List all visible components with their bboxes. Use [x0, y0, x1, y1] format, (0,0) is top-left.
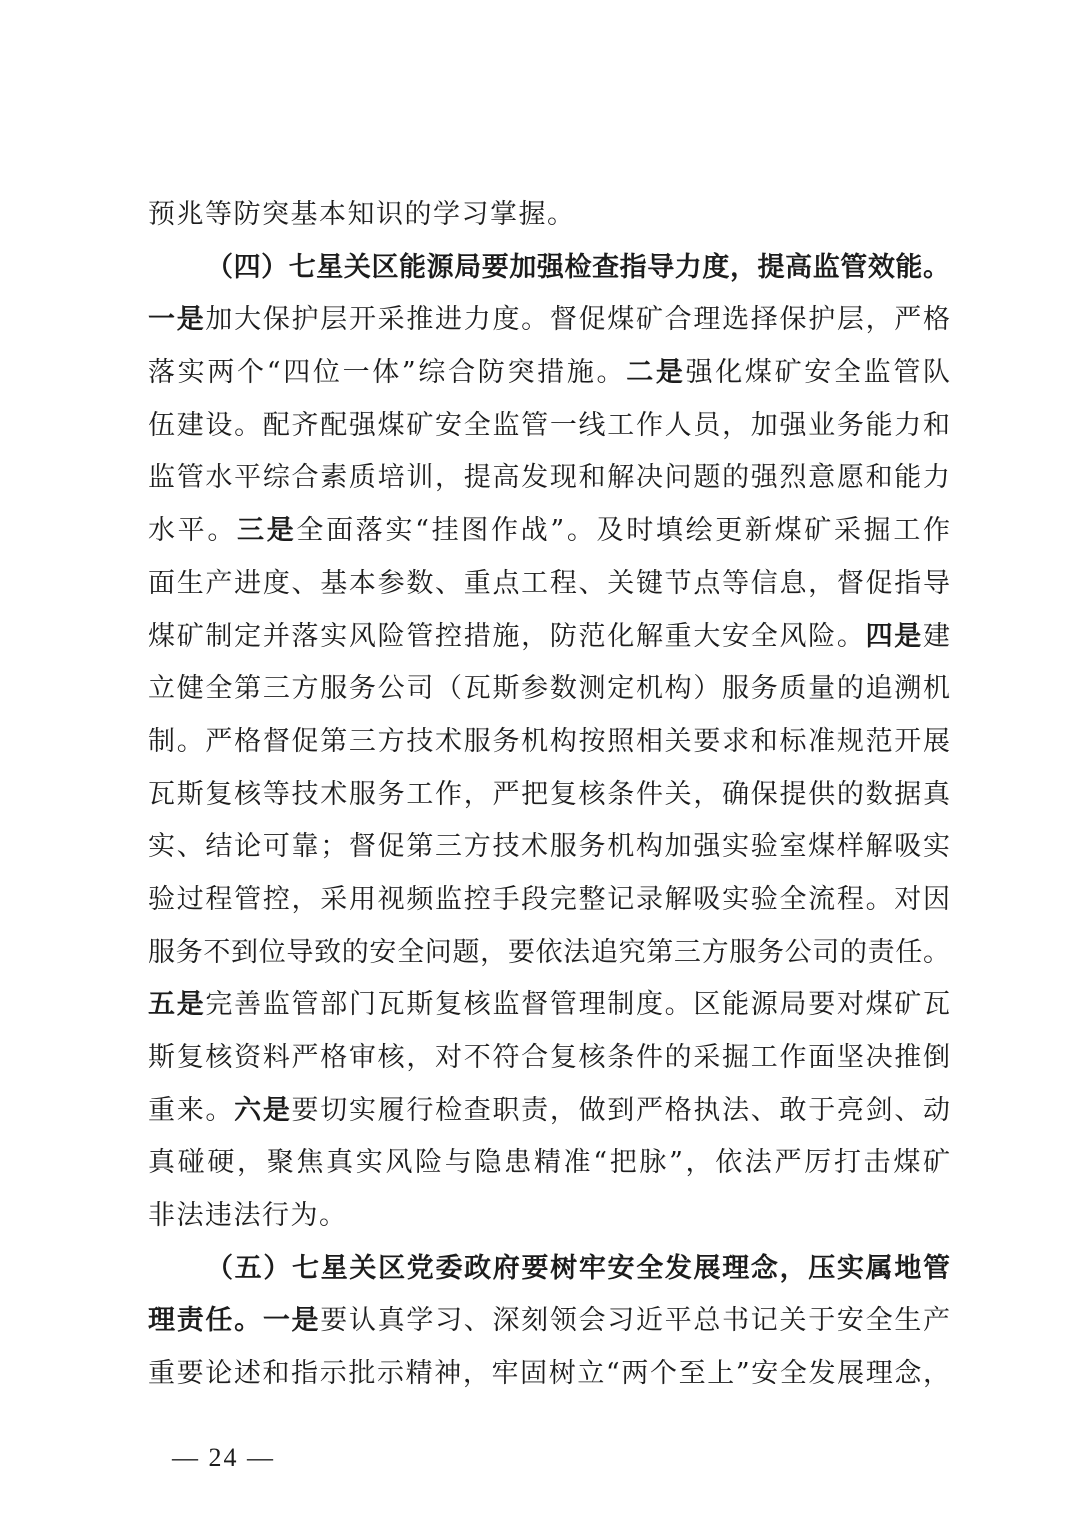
text-segment: 重要论述和指示批示精神，牢固树立“两个至上”安全发展理念， — [148, 1358, 950, 1390]
text-segment: 面生产进度、基本参数、重点工程、关键节点等信息，督促指导 — [148, 567, 950, 599]
item-label: 六是 — [234, 1094, 292, 1126]
text-line — [148, 294, 950, 347]
heading-text: （五）七星关区党委政府要树牢安全发展理念，压实属地管 — [206, 1252, 950, 1284]
item-label: 四是 — [865, 620, 924, 652]
item-label: 三是 — [237, 515, 297, 547]
text-segment: 重来。 — [148, 1094, 235, 1126]
text-segment: 服务不到位导致的安全问题，要依法追究第三方服务公司的责任。 — [148, 936, 950, 968]
section-heading — [148, 242, 950, 295]
heading-text: 理责任。 — [148, 1305, 263, 1337]
text-line — [148, 1032, 950, 1085]
text-segment: 制。严格督促第三方技术服务机构按照相关要求和标准规范开展 — [148, 725, 950, 757]
text-line — [148, 1190, 950, 1243]
text-segment: 斯复核资料严格审核，对不符合复核条件的采掘工作面坚决推倒 — [148, 1042, 950, 1073]
text-segment: 监管水平综合素质培训，提高发现和解决问题的强烈意愿和能力 — [148, 462, 950, 494]
text-segment: 预兆等防突基本知识的学习掌握。 — [148, 199, 576, 230]
text-segment: 全面落实“挂图作战”。及时填绘更新煤矿采掘工作 — [296, 515, 951, 547]
item-label: 一是 — [148, 304, 206, 336]
text-line — [148, 1295, 950, 1348]
text-segment: 强化煤矿安全监管队 — [685, 357, 951, 389]
text-segment: 要认真学习、深刻领会习近平总书记关于安全生产 — [320, 1305, 951, 1337]
text-line — [148, 979, 950, 1032]
text-segment: 真碰硬，聚焦真实风险与隐患精准“把脉”，依法严厉打击煤矿 — [148, 1147, 950, 1179]
text-segment: 验过程管控，采用视频监控手段完整记录解吸实验全流程。对因 — [148, 883, 950, 915]
text-line — [148, 663, 950, 716]
text-line — [148, 189, 950, 242]
text-segment: 加大保护层开采推进力度。督促煤矿合理选择保护层，严格 — [205, 304, 951, 336]
text-line — [148, 927, 950, 980]
text-line — [148, 611, 950, 664]
text-segment: 完善监管部门瓦斯复核监督管理制度。区能源局要对煤矿瓦 — [205, 989, 951, 1021]
page-number: — 24 — — [172, 1443, 275, 1472]
text-segment: 要切实履行检查职责，做到严格执法、敢于亮剑、动 — [291, 1094, 951, 1126]
text-segment: 建 — [923, 620, 951, 652]
item-label: 二是 — [626, 357, 686, 389]
text-line — [148, 558, 950, 611]
text-segment: 伍建设。配齐配强煤矿安全监管一线工作人员，加强业务能力和 — [148, 409, 950, 441]
text-line — [148, 1348, 950, 1401]
text-line — [148, 1085, 950, 1138]
text-line — [148, 821, 950, 874]
text-line — [148, 769, 950, 822]
text-line — [148, 1137, 950, 1190]
text-segment: 水平。 — [148, 515, 238, 547]
text-segment: 煤矿制定并落实风险管控措施，防范化解重大安全风险。 — [148, 620, 866, 652]
text-segment: 瓦斯复核等技术服务工作，严把复核条件关，确保提供的数据真 — [148, 778, 950, 810]
text-line — [148, 400, 950, 453]
item-label: 五是 — [148, 989, 206, 1021]
text-segment: 立健全第三方服务公司（瓦斯参数测定机构）服务质量的追溯机 — [148, 673, 950, 705]
text-segment: 实、结论可靠；督促第三方技术服务机构加强实验室煤样解吸实 — [148, 831, 950, 863]
text-line — [148, 347, 950, 400]
body-text — [148, 189, 950, 1401]
heading-text: （四）七星关区能源局要加强检查指导力度，提高监管效能。 — [206, 251, 950, 283]
text-line — [148, 452, 950, 505]
text-segment: 落实两个“四位一体”综合防突措施。 — [148, 357, 627, 389]
item-label: 一是 — [262, 1305, 321, 1337]
text-segment: 非法违法行为。 — [148, 1200, 348, 1232]
text-line — [148, 716, 950, 769]
text-line — [148, 874, 950, 927]
text-line — [148, 505, 950, 558]
section-heading — [148, 1243, 950, 1296]
